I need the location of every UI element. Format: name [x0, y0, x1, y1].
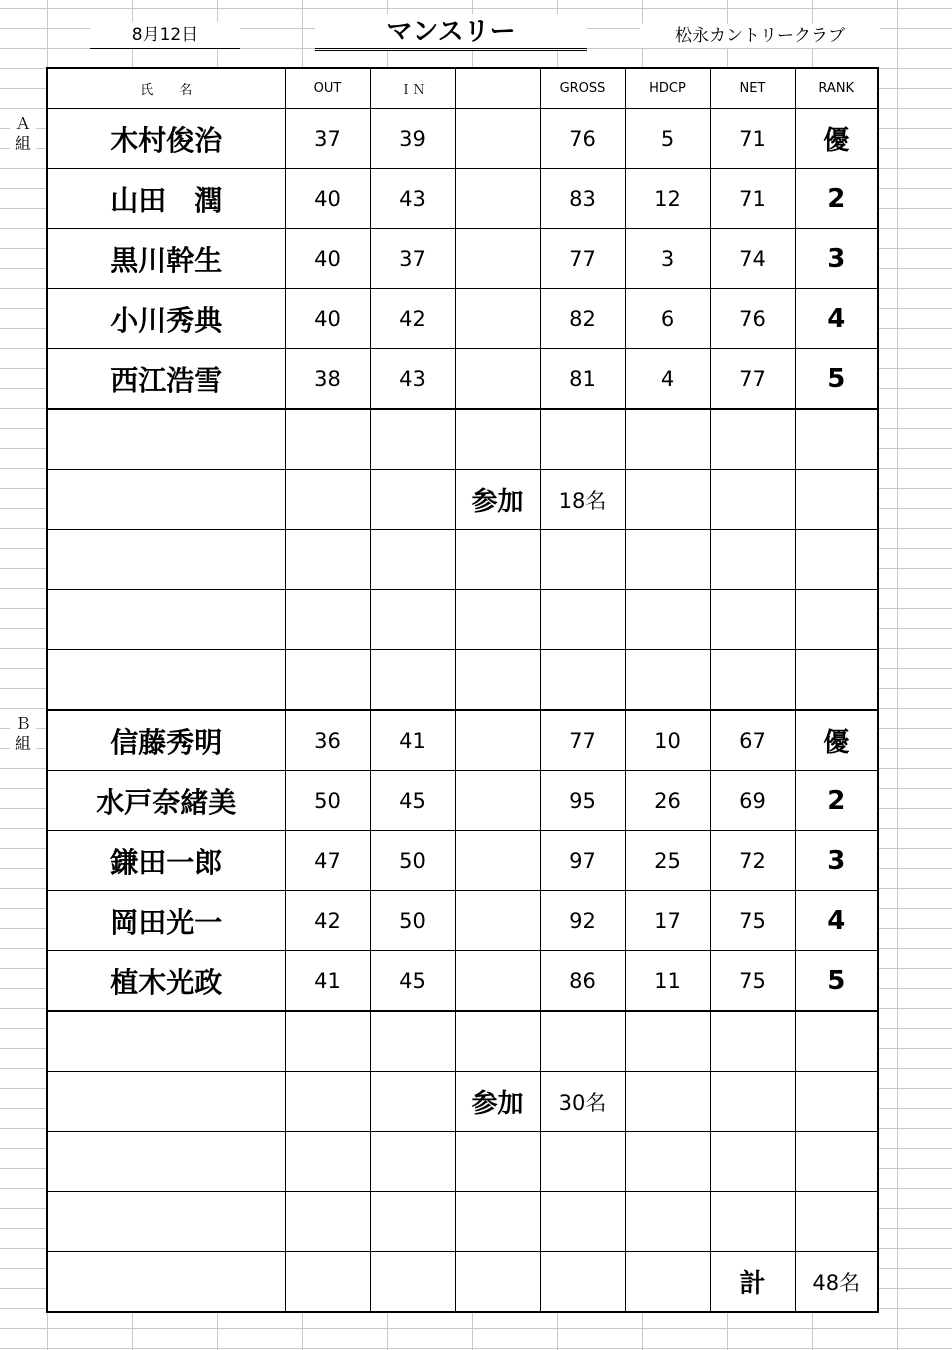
empty-cell: [540, 1011, 625, 1072]
col-out-header: OUT: [285, 68, 370, 109]
empty-cell: [47, 1072, 285, 1132]
empty-cell: [710, 650, 795, 711]
rank: 5: [795, 951, 878, 1012]
in-score: 50: [370, 891, 455, 951]
rank: 3: [795, 831, 878, 891]
empty-cell: [710, 530, 795, 590]
rank: 2: [795, 771, 878, 831]
empty-cell: [285, 1252, 370, 1313]
gross-score: 81: [540, 349, 625, 410]
empty-cell: [540, 1252, 625, 1313]
empty-cell: [710, 1132, 795, 1192]
col-hdcp-header: HDCP: [625, 68, 710, 109]
player-name: 植木光政: [47, 951, 285, 1012]
in-score: 43: [370, 349, 455, 410]
empty-cell: [625, 1072, 710, 1132]
empty-cell: [795, 1132, 878, 1192]
handicap: 25: [625, 831, 710, 891]
empty-cell: [710, 1072, 795, 1132]
in-score: 41: [370, 710, 455, 771]
header-row: [47, 68, 878, 109]
out-score: 50: [285, 771, 370, 831]
empty-cell: [47, 650, 285, 711]
empty-cell: [47, 1252, 285, 1313]
empty-row: [47, 1011, 878, 1072]
gross-score: 86: [540, 951, 625, 1012]
empty-cell: [455, 590, 540, 650]
empty-row: [47, 409, 878, 470]
empty-cell: [710, 590, 795, 650]
out-score: 40: [285, 289, 370, 349]
player-name: 木村俊治: [47, 109, 285, 169]
table-row: [47, 109, 878, 169]
out-score: 40: [285, 229, 370, 289]
player-name: 水戸奈緒美: [47, 771, 285, 831]
empty-cell: [710, 1011, 795, 1072]
empty-cell: [795, 409, 878, 470]
in-score: 42: [370, 289, 455, 349]
net-score: 71: [710, 109, 795, 169]
handicap: 3: [625, 229, 710, 289]
empty-cell: [625, 530, 710, 590]
net-score: 77: [710, 349, 795, 410]
event-date: 8月12日: [90, 22, 240, 49]
total-count: 48名: [795, 1252, 878, 1313]
table-row: [47, 951, 878, 1012]
out-score: 41: [285, 951, 370, 1012]
in-score: 39: [370, 109, 455, 169]
handicap: 6: [625, 289, 710, 349]
empty-cell: [370, 470, 455, 530]
player-name: 信藤秀明: [47, 710, 285, 771]
gross-score: 77: [540, 710, 625, 771]
out-score: 42: [285, 891, 370, 951]
table-row: [47, 229, 878, 289]
empty-cell: [47, 409, 285, 470]
table-row: [47, 891, 878, 951]
empty-cell: [540, 1192, 625, 1252]
participants-count: 30名: [540, 1072, 625, 1132]
table-row: [47, 710, 878, 771]
empty-cell: [455, 771, 540, 831]
empty-cell: [455, 951, 540, 1012]
empty-cell: [455, 109, 540, 169]
empty-cell: [370, 1132, 455, 1192]
empty-cell: [285, 1192, 370, 1252]
handicap: 12: [625, 169, 710, 229]
empty-cell: [370, 1192, 455, 1252]
empty-cell: [795, 650, 878, 711]
empty-cell: [795, 1072, 878, 1132]
gross-score: 92: [540, 891, 625, 951]
club-name: 松永カントリークラブ: [640, 24, 880, 48]
empty-cell: [625, 470, 710, 530]
empty-cell: [795, 590, 878, 650]
net-score: 69: [710, 771, 795, 831]
empty-cell: [47, 1011, 285, 1072]
empty-cell: [540, 590, 625, 650]
empty-cell: [370, 409, 455, 470]
empty-cell: [540, 650, 625, 711]
net-score: 76: [710, 289, 795, 349]
player-name: 黒川幹生: [47, 229, 285, 289]
empty-cell: [455, 1192, 540, 1252]
empty-cell: [455, 831, 540, 891]
empty-cell: [795, 1192, 878, 1252]
empty-cell: [285, 470, 370, 530]
empty-cell: [285, 1072, 370, 1132]
empty-cell: [625, 1132, 710, 1192]
empty-cell: [625, 650, 710, 711]
player-name: 西江浩雪: [47, 349, 285, 410]
empty-cell: [455, 409, 540, 470]
handicap: 26: [625, 771, 710, 831]
empty-cell: [625, 1011, 710, 1072]
empty-cell: [47, 1132, 285, 1192]
empty-row: [47, 590, 878, 650]
net-score: 72: [710, 831, 795, 891]
empty-row: [47, 530, 878, 590]
empty-row: [47, 650, 878, 711]
empty-cell: [455, 710, 540, 771]
empty-cell: [540, 409, 625, 470]
empty-cell: [455, 1252, 540, 1313]
empty-cell: [455, 891, 540, 951]
empty-cell: [540, 1132, 625, 1192]
handicap: 17: [625, 891, 710, 951]
out-score: 40: [285, 169, 370, 229]
gross-score: 83: [540, 169, 625, 229]
empty-cell: [285, 409, 370, 470]
in-score: 45: [370, 951, 455, 1012]
total-label: 計: [710, 1252, 795, 1313]
empty-cell: [455, 1132, 540, 1192]
empty-cell: [47, 1192, 285, 1252]
out-score: 38: [285, 349, 370, 410]
out-score: 47: [285, 831, 370, 891]
net-score: 75: [710, 951, 795, 1012]
net-score: 74: [710, 229, 795, 289]
in-score: 45: [370, 771, 455, 831]
in-score: 50: [370, 831, 455, 891]
empty-cell: [455, 650, 540, 711]
participants-label: 参加: [455, 470, 540, 530]
empty-cell: [710, 470, 795, 530]
player-name: 山田 潤: [47, 169, 285, 229]
col-name-header: 氏 名: [47, 68, 285, 109]
empty-cell: [285, 530, 370, 590]
page-title: マンスリー: [315, 14, 587, 51]
net-score: 67: [710, 710, 795, 771]
empty-cell: [625, 1252, 710, 1313]
empty-row: [47, 1192, 878, 1252]
col-blank-header: [455, 68, 540, 109]
empty-cell: [47, 470, 285, 530]
in-score: 37: [370, 229, 455, 289]
empty-cell: [285, 590, 370, 650]
participants-count: 18名: [540, 470, 625, 530]
gross-score: 95: [540, 771, 625, 831]
gross-score: 82: [540, 289, 625, 349]
handicap: 11: [625, 951, 710, 1012]
gross-score: 97: [540, 831, 625, 891]
empty-cell: [625, 1192, 710, 1252]
empty-cell: [370, 1252, 455, 1313]
empty-cell: [455, 169, 540, 229]
empty-cell: [625, 590, 710, 650]
table-row: [47, 349, 878, 410]
participants-row: [47, 470, 878, 530]
table-row: [47, 169, 878, 229]
table-row: [47, 289, 878, 349]
empty-cell: [370, 1011, 455, 1072]
rank: 3: [795, 229, 878, 289]
col-net-header: NET: [710, 68, 795, 109]
net-score: 75: [710, 891, 795, 951]
group-a-label: Ａ組: [10, 114, 36, 154]
net-score: 71: [710, 169, 795, 229]
in-score: 43: [370, 169, 455, 229]
out-score: 36: [285, 710, 370, 771]
player-name: 鎌田一郎: [47, 831, 285, 891]
empty-cell: [795, 530, 878, 590]
empty-cell: [285, 650, 370, 711]
table-row: [47, 771, 878, 831]
empty-cell: [455, 229, 540, 289]
empty-cell: [455, 289, 540, 349]
rank: 5: [795, 349, 878, 410]
empty-cell: [710, 409, 795, 470]
empty-cell: [285, 1132, 370, 1192]
rank: 4: [795, 289, 878, 349]
participants-row: [47, 1072, 878, 1132]
participants-label: 参加: [455, 1072, 540, 1132]
col-gross-header: GROSS: [540, 68, 625, 109]
empty-cell: [710, 1192, 795, 1252]
player-name: 岡田光一: [47, 891, 285, 951]
score-table: [46, 67, 879, 1313]
col-in-header: ＩＮ: [370, 68, 455, 109]
gross-score: 77: [540, 229, 625, 289]
total-row: [47, 1252, 878, 1313]
player-name: 小川秀典: [47, 289, 285, 349]
empty-cell: [370, 590, 455, 650]
handicap: 4: [625, 349, 710, 410]
gross-score: 76: [540, 109, 625, 169]
empty-cell: [455, 1011, 540, 1072]
empty-cell: [455, 349, 540, 410]
empty-cell: [370, 1072, 455, 1132]
empty-cell: [540, 530, 625, 590]
empty-cell: [47, 530, 285, 590]
empty-cell: [370, 530, 455, 590]
empty-cell: [455, 530, 540, 590]
rank: 4: [795, 891, 878, 951]
handicap: 5: [625, 109, 710, 169]
rank: 優: [795, 109, 878, 169]
table-row: [47, 831, 878, 891]
out-score: 37: [285, 109, 370, 169]
empty-row: [47, 1132, 878, 1192]
empty-cell: [47, 590, 285, 650]
rank: 2: [795, 169, 878, 229]
rank: 優: [795, 710, 878, 771]
empty-cell: [795, 1011, 878, 1072]
empty-cell: [625, 409, 710, 470]
group-b-label: Ｂ組: [10, 714, 36, 754]
empty-cell: [795, 470, 878, 530]
empty-cell: [370, 650, 455, 711]
empty-cell: [285, 1011, 370, 1072]
handicap: 10: [625, 710, 710, 771]
col-rank-header: RANK: [795, 68, 878, 109]
